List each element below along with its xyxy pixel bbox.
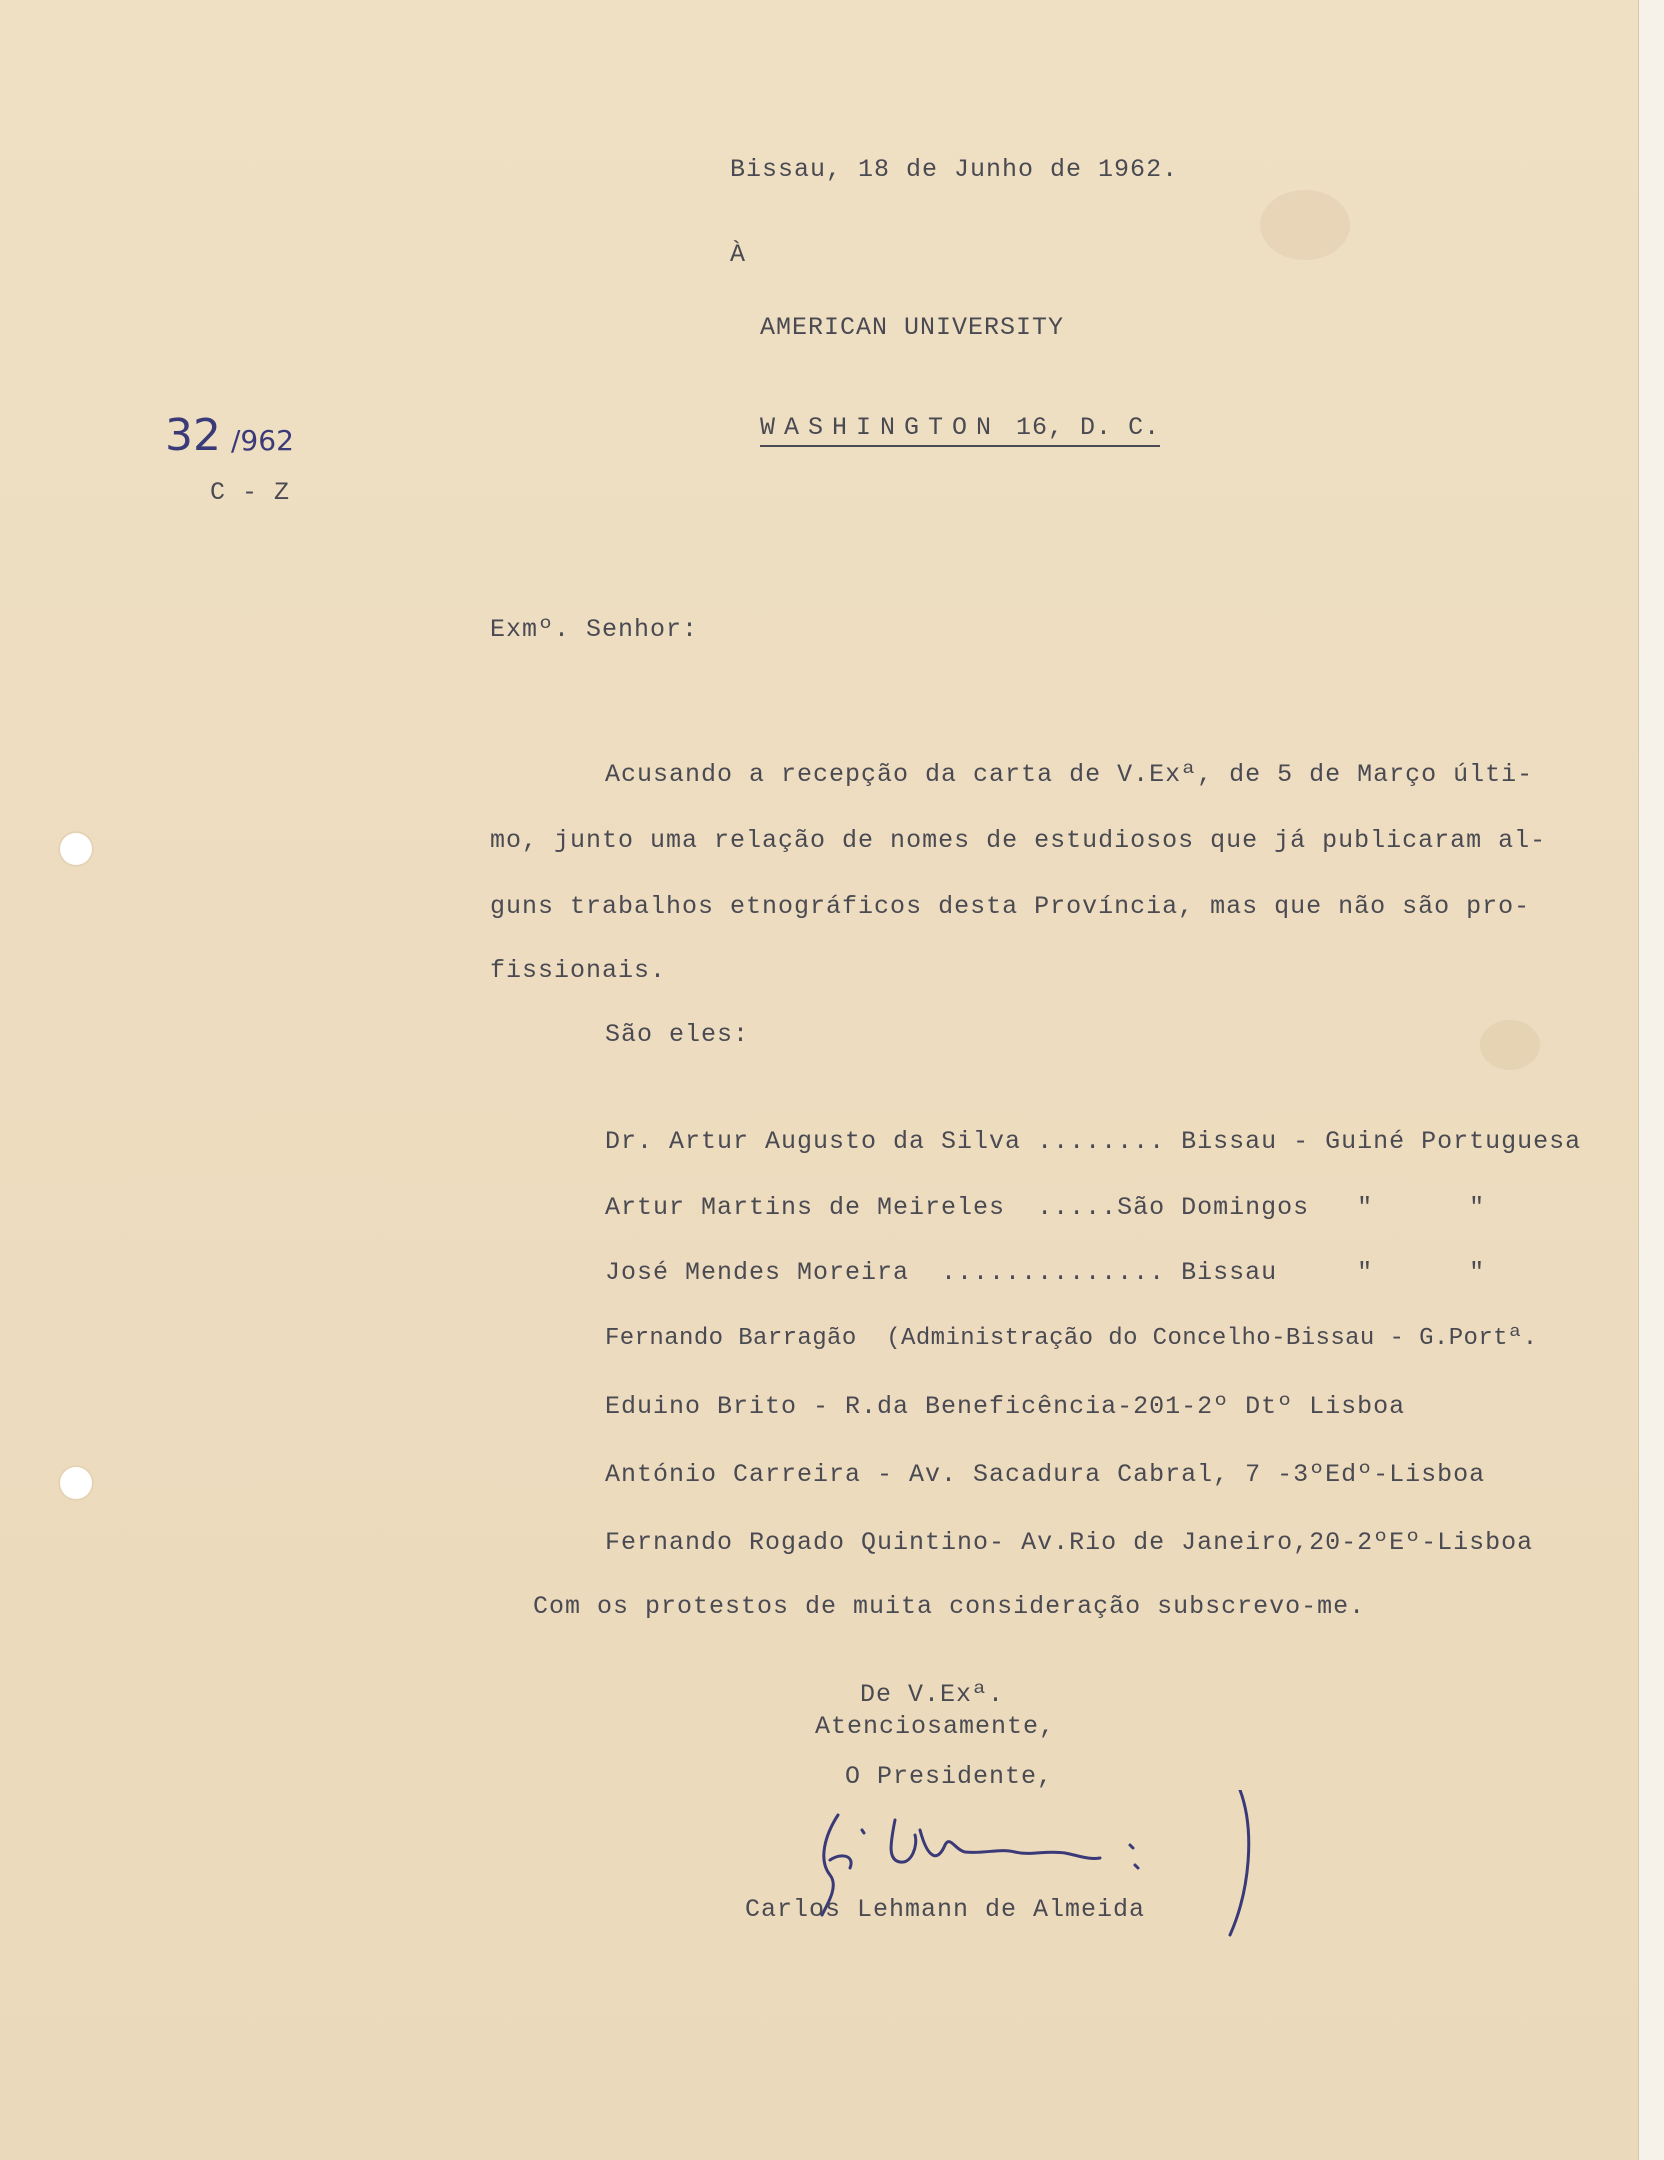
list-item: Eduino Brito - R.da Beneficência-201-2º Dtº Lisboa <box>605 1392 1406 1421</box>
list-item: Dr. Artur Augusto da Silva ........ Bissau - Guiné Portuguesa <box>605 1127 1582 1156</box>
list-item: Fernando Rogado Quintino- Av.Rio de Janeiro,20-2ºEº-Lisboa <box>605 1528 1534 1557</box>
list-item: José Mendes Moreira .............. Bissau " " <box>605 1258 1486 1287</box>
recipient-city-rest: 16, D. C. <box>1016 413 1161 442</box>
recipient-city <box>760 413 1160 447</box>
paper-stain <box>1260 190 1350 260</box>
punch-hole-bottom <box>58 1465 94 1501</box>
reference-year: /962 <box>231 424 294 457</box>
recipient-name: AMERICAN UNIVERSITY <box>760 313 1065 342</box>
list-item: Artur Martins de Meireles .....São Domingos " " <box>605 1193 1486 1222</box>
signoff-line: Atenciosamente, <box>815 1712 1056 1741</box>
recipient-city-name: WASHINGTON <box>760 413 1001 442</box>
to-line: À <box>730 240 747 269</box>
list-intro: São eles: <box>605 1020 750 1049</box>
paragraph-line: Acusando a recepção da carta de V.Exª, de 5 de Março últi- <box>605 760 1534 789</box>
list-item: Fernando Barragão (Administração do Concelho-Bissau - G.Portª. <box>605 1325 1538 1352</box>
paragraph-line: guns trabalhos etnográficos desta Província, mas que não são pro- <box>490 892 1531 921</box>
punch-hole-top <box>58 831 94 867</box>
reference-number: 32 <box>165 410 221 461</box>
closing-line: Com os protestos de muita consideração subscrevo-me. <box>533 1592 1366 1621</box>
signatory-name: Carlos Lehmann de Almeida <box>745 1895 1146 1924</box>
reference-code: C - Z <box>210 478 291 507</box>
paper-stain <box>1480 1020 1540 1070</box>
paragraph-line: mo, junto uma relação de nomes de estudiosos que já publicaram al- <box>490 826 1547 855</box>
salutation: Exmº. Senhor: <box>490 615 699 644</box>
paragraph-line: fissionais. <box>490 956 667 985</box>
signoff-title: O Presidente, <box>845 1762 1054 1791</box>
signoff-line: De V.Exª. <box>860 1680 1005 1709</box>
list-item: António Carreira - Av. Sacadura Cabral, 7 -3ºEdº-Lisboa <box>605 1460 1486 1489</box>
page-edge <box>1638 0 1664 2160</box>
date-line: Bissau, 18 de Junho de 1962. <box>730 155 1179 184</box>
